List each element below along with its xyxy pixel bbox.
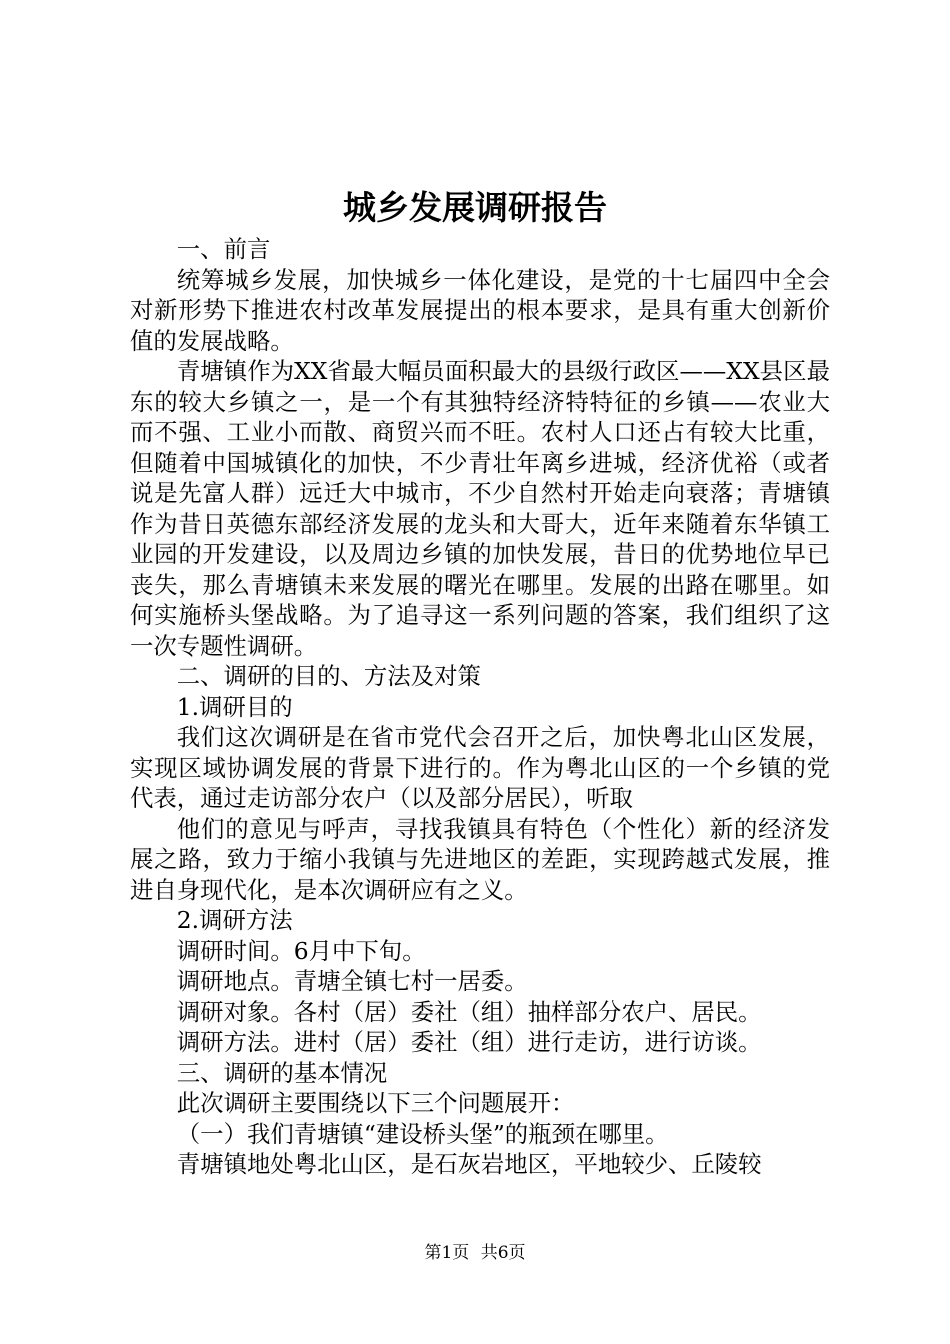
- paragraph-location: 调研地点。青塘全镇七村一居委。: [176, 967, 528, 995]
- subheading-method: 2.调研方法: [176, 906, 293, 934]
- subheading-purpose: 1.调研目的: [176, 692, 293, 721]
- heading-preface: 一、前言: [176, 235, 271, 263]
- paragraph-subjects: 调研对象。各村（居）委社（组）抽样部分农户、居民。: [176, 997, 762, 1026]
- page-total: 共6页: [480, 1243, 526, 1263]
- paragraph: 我们这次调研是在省市党代会召开之后，加快粤北山区发展，实现区域协调发展的背景下进行的。作为粤北山区的一个乡镇的党代表，通过走访部分农户（以及部分居民），听取: [130, 723, 830, 812]
- paragraph-method: 调研方法。进村（居）委社（组）进行走访，进行访谈。: [176, 1028, 762, 1056]
- paragraph: 青塘镇作为XX省最大幅员面积最大的县级行政区——XX县区最东的较大乡镇之一，是一个有其独特经济特特征的乡镇——农业大而不强、工业小而散、商贸兴而不旺。农村人口还占有较大比重，但随着中国城镇化的加快，不少青壮年离乡进城，经济优裕（或者说是先富人群）远迁大中城市，不少自然村开始走向衰落；青塘镇作为昔日英德东部经济发展的龙头和大哥大，近年来随着东华镇工业园的开发建设，以及周边乡镇的加快发展，昔日的优势地位早已丧失，那么青塘镇未来发展的曙光在哪里。发展的出路在哪里。如何实施桥头堡战略。为了追寻这一系列问题的答案，我们组织了这一次专题性调研。: [130, 357, 830, 660]
- page-footer: [0, 1242, 950, 1264]
- document-body: [130, 234, 830, 1180]
- heading-purpose-method: 二、调研的目的、方法及对策: [176, 662, 481, 690]
- heading-basic-situation: 三、调研的基本情况: [176, 1058, 388, 1087]
- paragraph: 统筹城乡发展，加快城乡一体化建设，是党的十七届四中全会对新形势下推进农村改革发展提出的根本要求，是具有重大创新价值的发展战略。: [130, 265, 830, 355]
- paragraph: 此次调研主要围绕以下三个问题展开：: [176, 1089, 575, 1117]
- subheading-bottleneck: （一）我们青塘镇“建设桥头堡”的瓶颈在哪里。: [176, 1119, 669, 1148]
- paragraph: 他们的意见与呼声，寻找我镇具有特色（个性化）新的经济发展之路，致力于缩小我镇与先进地区的差距，实现跨越式发展，推进自身现代化，是本次调研应有之义。: [130, 814, 830, 904]
- paragraph-time: 调研时间。6月中下旬。: [176, 936, 426, 965]
- document-title: 城乡发展调研报告: [343, 188, 607, 227]
- paragraph: 青塘镇地处粤北山区，是石灰岩地区，平地较少、丘陵较: [176, 1150, 762, 1178]
- page-number: 第1页: [424, 1243, 470, 1263]
